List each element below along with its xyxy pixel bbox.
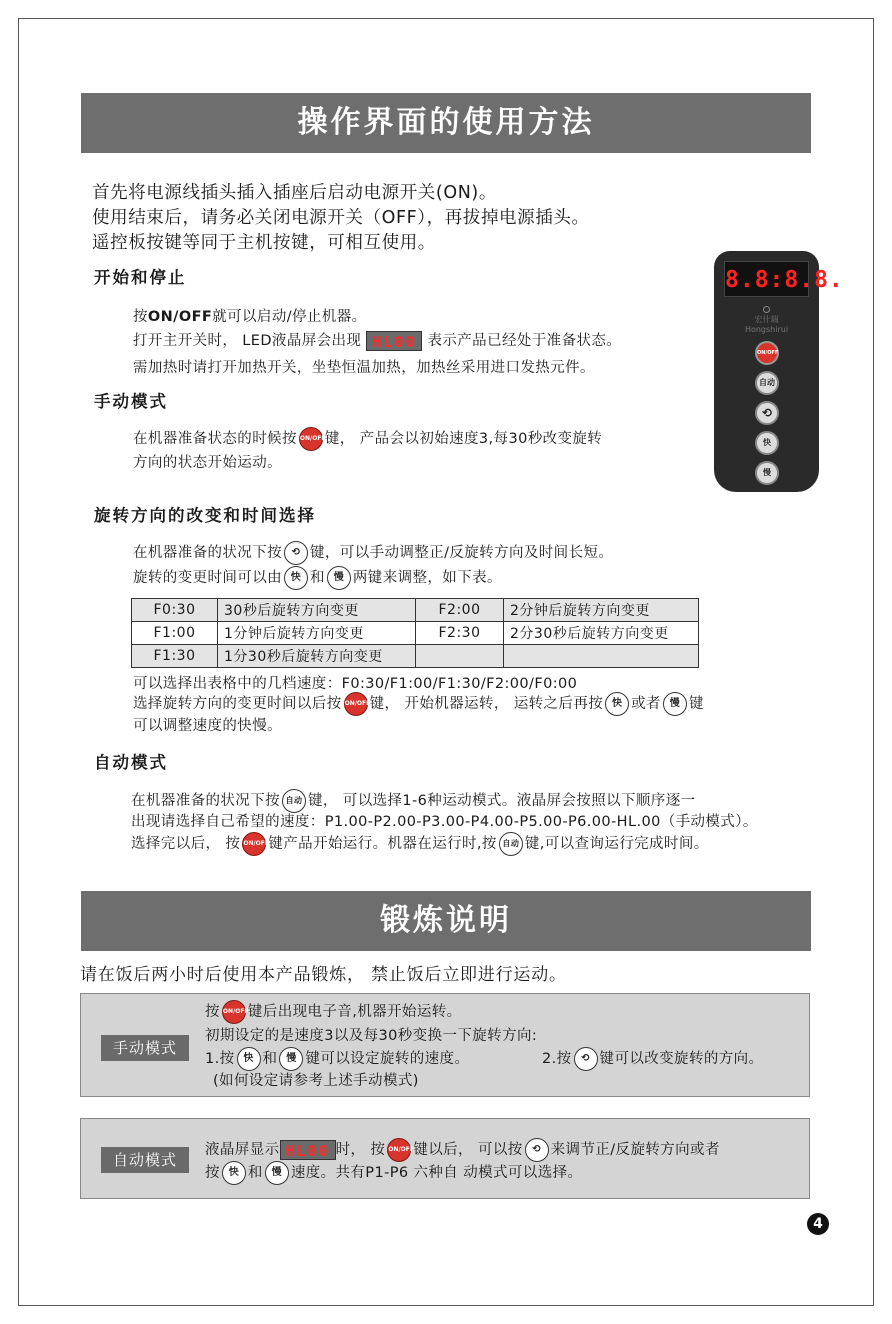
text: 键,可以查询运行完成时间。 bbox=[524, 836, 709, 852]
page-number: 4 bbox=[807, 1213, 829, 1235]
off-label: OFF bbox=[178, 309, 213, 325]
intro-line: 首先将电源线插头插入插座后启动电源开关(ON)。 bbox=[92, 183, 497, 203]
remote-indicator-led bbox=[763, 306, 770, 313]
start-stop-line-2 bbox=[133, 329, 621, 353]
text: 打开主开关时， LED液晶屏会出现 bbox=[133, 333, 362, 349]
text: 按 bbox=[205, 1165, 220, 1181]
table-cell: F1:30 bbox=[132, 645, 218, 668]
box-manual-line-4: (如何设定请参考上述手动模式) bbox=[213, 1073, 419, 1089]
table-cell: F0:30 bbox=[132, 599, 218, 622]
manual-mode-box bbox=[80, 993, 810, 1097]
heading-manual-mode: 手动模式 bbox=[94, 392, 168, 411]
after-table-line-1: 可以选择出表格中的几档速度：F0:30/F1:00/F1:30/F2:00/F0:00 bbox=[133, 676, 578, 692]
text: 时， 按 bbox=[335, 1142, 386, 1158]
on-off-button-icon: ON/OFF bbox=[299, 427, 323, 451]
slash: / bbox=[173, 309, 179, 325]
lcd-display: HL00 bbox=[366, 331, 422, 351]
auto-mode-box bbox=[80, 1118, 810, 1199]
on-off-button-icon: ON/OFF bbox=[387, 1138, 411, 1162]
remote-slow-button[interactable]: 慢 bbox=[755, 461, 779, 485]
text: 键 bbox=[688, 696, 704, 712]
manual-line-1 bbox=[133, 427, 602, 451]
table-cell: 2分30秒后旋转方向变更 bbox=[504, 622, 699, 645]
text: 2.按 bbox=[542, 1051, 572, 1067]
slow-button-icon: 慢 bbox=[265, 1161, 289, 1185]
remote-on-off-button[interactable]: ON/OFF bbox=[755, 341, 779, 365]
on-off-button-icon: ON/OFF bbox=[242, 832, 266, 856]
after-table-line-2 bbox=[133, 692, 704, 716]
fast-button-icon: 快 bbox=[605, 692, 629, 716]
remote-control-image bbox=[714, 251, 844, 492]
text: 按 bbox=[205, 1004, 220, 1020]
text: 表示产品已经处于准备状态。 bbox=[427, 333, 622, 349]
text: 键，可以手动调整正/反旋转方向及时间长短。 bbox=[310, 545, 614, 561]
lcd-display: HL00 bbox=[280, 1140, 336, 1160]
after-table-line-3: 可以调整速度的快慢。 bbox=[133, 718, 282, 734]
table-cell: F2:30 bbox=[416, 622, 504, 645]
slow-button-icon: 慢 bbox=[327, 566, 351, 590]
box-manual-line-1 bbox=[205, 1000, 462, 1024]
text: 键产品开始运行。机器在运行时,按 bbox=[268, 836, 497, 852]
rotate-icon: ⟲ bbox=[525, 1138, 549, 1162]
rotate-icon: ⟲ bbox=[574, 1047, 598, 1071]
text: 在机器准备状态的时候按 bbox=[133, 431, 297, 447]
text: 液晶屏显示 bbox=[205, 1142, 280, 1158]
intro-text bbox=[92, 181, 590, 256]
box-auto-line-1 bbox=[205, 1138, 720, 1162]
remote-display: 8.8:8.8. bbox=[724, 261, 809, 297]
table-cell bbox=[504, 645, 699, 668]
text: 键， 产品会以初始速度3,每30秒改变旋转 bbox=[324, 431, 603, 447]
auto-line-3 bbox=[131, 832, 709, 856]
slow-button-icon: 慢 bbox=[663, 692, 687, 716]
remote-fast-button[interactable]: 快 bbox=[755, 431, 779, 455]
on-label: ON bbox=[147, 309, 174, 325]
heading-auto-mode: 自动模式 bbox=[94, 753, 168, 772]
text: 来调节正/反旋转方向或者 bbox=[550, 1142, 720, 1158]
intro-line: 使用结束后，请务必关闭电源开关（OFF），再拔掉电源插头。 bbox=[92, 208, 590, 228]
intro-line: 遥控板按键等同于主机按键，可相互使用。 bbox=[92, 233, 436, 253]
box-auto-line-2 bbox=[205, 1161, 582, 1185]
brand-text: 宏什瑞 bbox=[754, 315, 779, 324]
fast-button-icon: 快 bbox=[284, 566, 308, 590]
text: 就可以启动/停止机器。 bbox=[212, 309, 367, 325]
text: 键以后， 可以按 bbox=[413, 1142, 523, 1158]
heading-start-stop: 开始和停止 bbox=[94, 268, 187, 287]
text: 选择旋转方向的变更时间以后按 bbox=[133, 696, 342, 712]
slow-button-icon: 慢 bbox=[279, 1047, 303, 1071]
manual-mode-tag: 手动模式 bbox=[101, 1035, 189, 1061]
section-title-operation: 操作界面的使用方法 bbox=[81, 93, 811, 153]
manual-line-2: 方向的状态开始运动。 bbox=[133, 455, 282, 471]
auto-mode-tag: 自动模式 bbox=[101, 1147, 189, 1173]
on-off-button-icon: ON/OFF bbox=[222, 1000, 246, 1024]
heading-rotation: 旋转方向的改变和时间选择 bbox=[94, 506, 316, 525]
table-cell: 1分钟后旋转方向变更 bbox=[218, 622, 416, 645]
text: 和 bbox=[262, 1051, 278, 1067]
table-cell: 2分钟后旋转方向变更 bbox=[504, 599, 699, 622]
table-row bbox=[132, 645, 699, 668]
text: 速度。共有P1-P6 六种自 动模式可以选择。 bbox=[290, 1165, 583, 1181]
text: 1.按 bbox=[205, 1051, 235, 1067]
start-stop-line-1 bbox=[133, 305, 367, 329]
table-cell: 30秒后旋转方向变更 bbox=[218, 599, 416, 622]
brand-text-en: Hongshirui bbox=[744, 325, 789, 334]
auto-line-2: 出现请选择自己希望的速度：P1.00-P2.00-P3.00-P4.00-P5.00-P6.00-HL.00（手动模式）。 bbox=[131, 814, 758, 830]
text: 和 bbox=[310, 570, 325, 586]
text: 在机器准备的状况下按 bbox=[133, 545, 282, 561]
text: 按 bbox=[133, 309, 148, 325]
box-manual-line-3 bbox=[205, 1047, 469, 1071]
text: 在机器准备的状况下按 bbox=[131, 793, 280, 809]
rotation-line-1 bbox=[133, 541, 613, 565]
box-manual-line-2: 初期设定的是速度3以及每30秒变换一下旋转方向: bbox=[205, 1028, 538, 1044]
remote-brand bbox=[714, 315, 819, 335]
on-off-button-icon: ON/OFF bbox=[344, 692, 368, 716]
rotate-icon: ⟲ bbox=[284, 541, 308, 565]
text: 或者 bbox=[631, 696, 661, 712]
rotation-line-2 bbox=[133, 566, 502, 590]
table-cell: 1分30秒后旋转方向变更 bbox=[218, 645, 416, 668]
remote-rotate-button[interactable]: ⟲ bbox=[755, 401, 779, 425]
fast-button-icon: 快 bbox=[222, 1161, 246, 1185]
auto-button-icon: 自动 bbox=[282, 789, 306, 813]
table-row bbox=[132, 599, 699, 622]
text: 键可以改变旋转的方向。 bbox=[599, 1051, 764, 1067]
text: 键， 开始机器运转， 运转之后再按 bbox=[369, 696, 604, 712]
table-cell: F1:00 bbox=[132, 622, 218, 645]
speed-table bbox=[131, 598, 699, 668]
text: 两键来调整，如下表。 bbox=[352, 570, 502, 586]
text: 键， 可以选择1-6种运动模式。液晶屏会按照以下顺序逐一 bbox=[308, 793, 696, 809]
text: 键可以设定旋转的速度。 bbox=[305, 1051, 470, 1067]
exercise-note: 请在饭后两小时后使用本产品锻炼， 禁止饭后立即进行运动。 bbox=[80, 965, 567, 985]
table-cell bbox=[416, 645, 504, 668]
auto-button-icon: 自动 bbox=[499, 832, 523, 856]
table-cell: F2:00 bbox=[416, 599, 504, 622]
text: 键后出现电子音,机器开始运转。 bbox=[247, 1004, 462, 1020]
fast-button-icon: 快 bbox=[237, 1047, 261, 1071]
section-title-exercise: 锻炼说明 bbox=[81, 891, 811, 951]
table-row bbox=[132, 622, 699, 645]
text: 选择完以后， 按 bbox=[131, 836, 241, 852]
start-stop-line-3: 需加热时请打开加热开关，坐垫恒温加热，加热丝采用进口发热元件。 bbox=[133, 360, 595, 376]
box-manual-line-3b bbox=[542, 1047, 763, 1071]
text: 旋转的变更时间可以由 bbox=[133, 570, 282, 586]
text: 和 bbox=[247, 1165, 263, 1181]
remote-auto-button[interactable]: 自动 bbox=[755, 371, 779, 395]
